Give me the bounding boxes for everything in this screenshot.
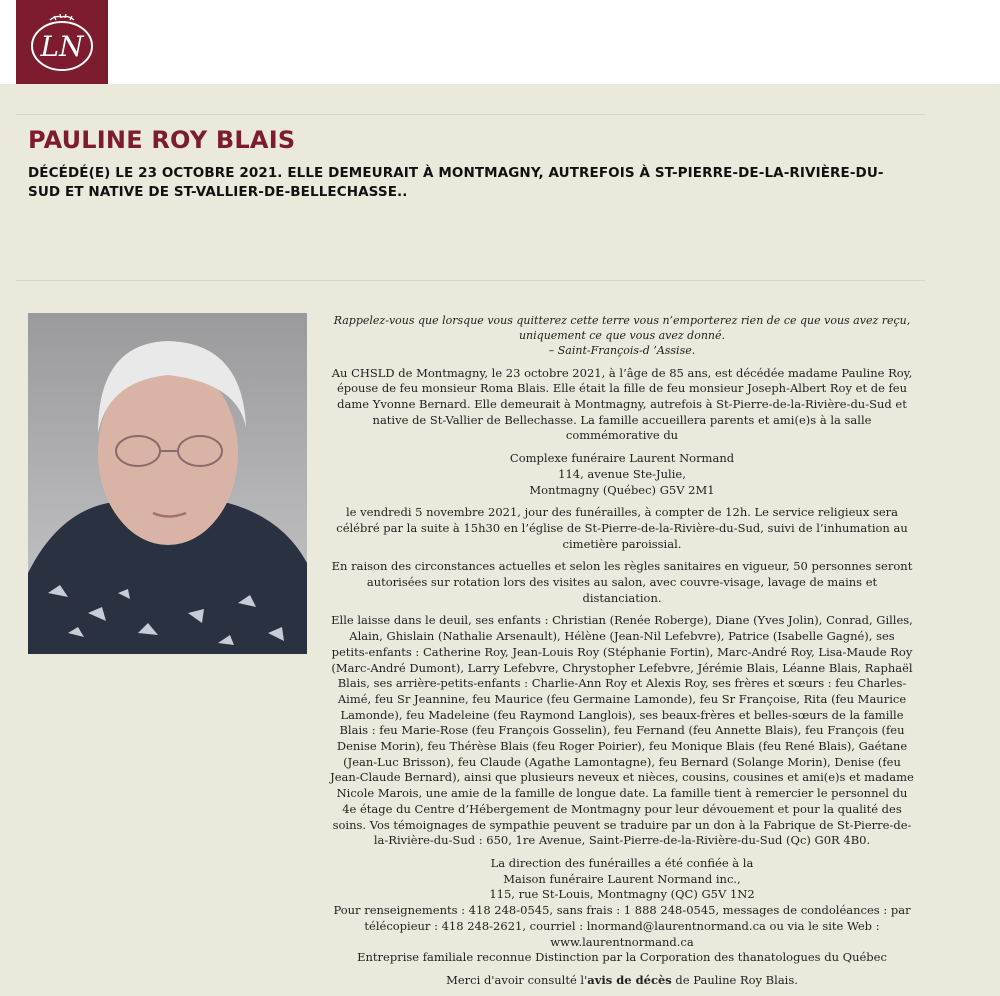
top-header: [0, 0, 1000, 84]
divider-bottom: [16, 280, 925, 281]
venue-address: [330, 451, 914, 498]
logo-emblem-icon: [16, 0, 108, 84]
quote-author: – Saint-François-d ’Assise.: [548, 344, 696, 358]
distinction-text: Entreprise familiale reconnue Distinction par la Corporation des thanatologues du Québec: [357, 950, 887, 965]
quote-text: Rappelez-vous que lorsque vous quitterez cette terre vous n’emporterez rien de ce que vous avez reçu, uniquement ce que vous avez donné.: [333, 314, 911, 343]
direction-line-3: 115, rue St-Louis, Montmagny (QC) G5V 1N2: [489, 887, 755, 902]
contact-info: Pour renseignements : 418 248-0545, sans frais : 1 888 248-0545, messages de condoléances : par télécopieur : 418 248-2621, courriel : lnormand@laurentnormand.ca ou via le site Web :: [333, 903, 911, 933]
service-paragraph: le vendredi 5 novembre 2021, jour des funérailles, à compter de 12h. Le service religieux sera célébré par la suite à 15h30 en l’église de St-Pierre-de-la-Rivière-du-Sud, suivi de l’inhumation au cimetière paroissial.: [336, 505, 908, 551]
portrait-photo: [28, 313, 307, 654]
direction-line-2: Maison funéraire Laurent Normand inc.,: [503, 871, 741, 886]
funeral-home-info: [330, 856, 914, 966]
death-summary: DÉCÉDÉ(E) LE 23 OCTOBRE 2021. ELLE DEMEURAIT À MONTMAGNY, AUTREFOIS À ST-PIERRE-DE-LA-RIVIÈRE-DU-SUD ET NATIVE DE ST-VALLIER-DE-BELLECHASSE..: [28, 165, 884, 200]
website-link[interactable]: www.laurentnormand.ca: [550, 934, 694, 949]
thanks-line: [330, 973, 914, 989]
intro-paragraph: Au CHSLD de Montmagny, le 23 octobre 2021, à l’âge de 85 ans, est décédée madame Pauline Roy, épouse de feu monsieur Roma Blais. Elle était la fille de feu monsieur Joseph-Albert Roy et de feu dame Yvonne Bernard. Elle demeurait à Montmagny, autrefois à St-Pierre-de-la-Rivière-du-Sud et native de St-Vallier de Bellechasse. La famille accueillera parents et ami(e)s à la salle commémorative du: [331, 365, 913, 443]
logo-text: LN: [40, 30, 84, 63]
thanks-bold: avis de décès: [587, 972, 672, 987]
deceased-name: PAULINE ROY BLAIS: [28, 126, 296, 154]
thanks-suffix: de Pauline Roy Blais.: [671, 972, 798, 987]
obituary-text: [330, 313, 914, 996]
site-logo[interactable]: [16, 0, 108, 84]
divider-top: [16, 114, 925, 115]
venue-street: 114, avenue Ste-Julie,: [558, 466, 686, 481]
covid-notice: En raison des circonstances actuelles et selon les règles sanitaires en vigueur, 50 personnes seront autorisées sur rotation lors des visites au salon, avec couvre-visage, lavage de mains et distanciation.: [331, 559, 913, 605]
direction-line-1: La direction des funérailles a été confiée à la: [490, 856, 754, 870]
venue-city: Montmagny (Québec) G5V 2M1: [529, 482, 715, 497]
venue-name: Complexe funéraire Laurent Normand: [509, 451, 735, 466]
thanks-prefix: Merci d'avoir consulté l': [446, 972, 588, 987]
memorial-quote: [330, 313, 914, 359]
family-paragraph: Elle laisse dans le deuil, ses enfants : Christian (Renée Roberge), Diane (Yves Jolin), Conrad, Gilles, Alain, Ghislain (Nathalie Arsenault), Hélène (Jean-Nil Lefebvre), Patrice (Isabelle Gagné), ses petits-enfants : Catherine Roy, Jean-Louis Roy (Stéphanie Fortin), Marc-André Roy, Lisa-Maude Roy (Marc-André Dumont), Larry Lefebvre, Chrystopher Lefebvre, Jérémie Blais, Léanne Blais, Raphaël Blais, ses arrière-petits-enfants : Charlie-Ann Roy et Alexis Roy, ses frères et sœurs : feu Charles-Aimé, feu Sr Jeannine, feu Maurice (feu Germaine Lamonde), feu Sr Françoise, Rita (feu Maurice Lamonde), feu Madeleine (feu Raymond Langlois), ses beaux-frères et belles-sœurs de la famille Blais : feu Marie-Rose (feu François Gosselin), feu Fernand (feu Annette Blais), feu François (feu Denise Morin), feu Thérèse Blais (feu Roger Poirier), feu Monique Blais (feu René Blais), Gaétane (Jean-Luc Brisson), feu Claude (Agathe Lamontagne), feu Bernard (Solange Morin), Denise (feu Jean-Claude Bernard), ainsi que plusieurs neveux et nièces, cousins, cousines et ami(e)s et madame Nicole Marois, une amie de la famille de longue date. La famille tient à remercier le personnel du 4e étage du Centre d’Hébergement de Montmagny pour leur dévouement et pour la qualité des soins. Vos témoignages de sympathie peuvent se traduire par un don à la Fabrique de St-Pierre-de-la-Rivière-du-Sud : 650, 1re Avenue, Saint-Pierre-de-la-Rivière-du-Sud (Qc) G0R 4B0.: [330, 613, 914, 848]
